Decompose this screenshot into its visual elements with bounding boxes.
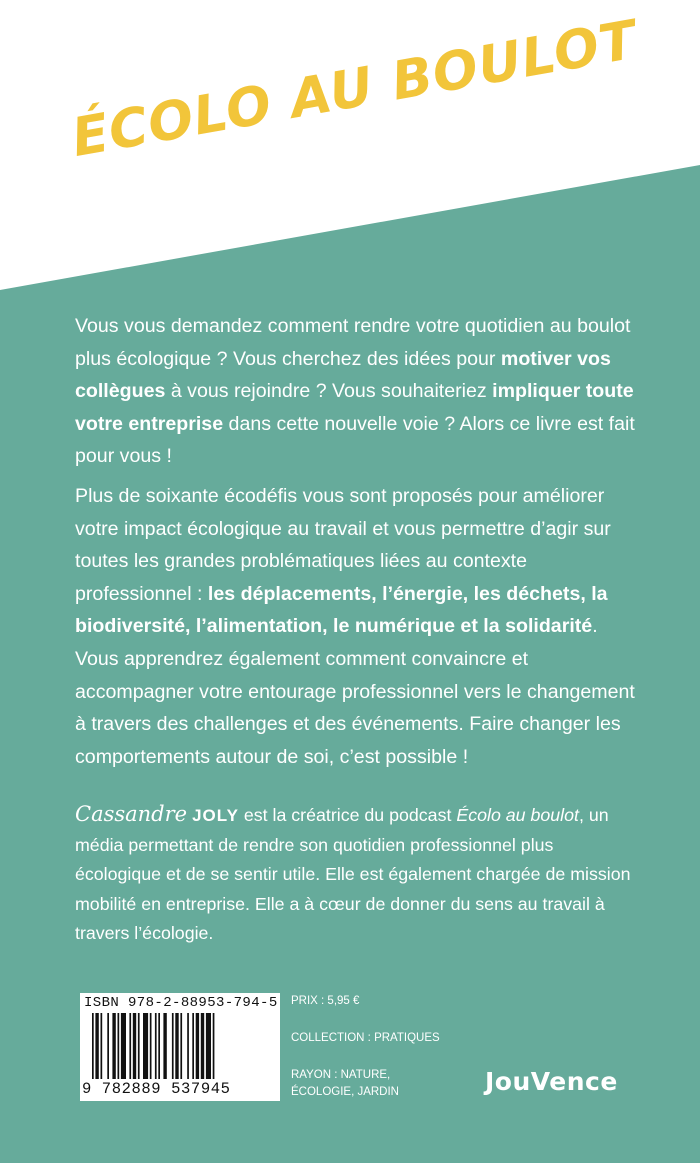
barcode-bars-icon [92, 1013, 268, 1079]
author-first-name: Cassandre [75, 802, 188, 826]
blurb-highlight: impliquer toute votre entreprise [75, 380, 634, 435]
podcast-name: Écolo au boulot [456, 805, 579, 825]
blurb-text: . Vous apprendrez également comment convaincre et accompagner votre entourage professionnel vers le changement à travers des challenges et des événements. Faire changer les comportements autour de soi, c’est possible ! [75, 615, 635, 768]
shelf-section: RAYON : NATURE, ÉCOLOGIE, JARDIN [291, 1069, 399, 1098]
blurb-highlight: motiver vos collègues [75, 347, 611, 403]
book-title: ÉCOLO AU BOULOT [67, 9, 642, 169]
blurb-text: à vous rejoindre ? Vous souhaiteriez [165, 380, 493, 403]
bio-text: , un média permettant de rendre son quotidien professionnel plus écologique et de se sentir utile. Elle est également chargée de mission mobilité en entreprise. Elle a à cœur de donner du sens au travail à travers l’écologie. [75, 805, 631, 943]
price: PRIX : 5,95 € [291, 995, 360, 1007]
blurb-paragraph-2 [75, 480, 635, 773]
blurb-text: dans cette nouvelle voie ? Alors ce livre est fait pour vous ! [75, 412, 635, 468]
author-last-name: JOLY [192, 806, 239, 825]
ean-number: 9 782889 537945 [82, 1080, 231, 1098]
author-bio [75, 800, 635, 949]
blurb-text: Vous vous demandez comment rendre votre quotidien au boulot plus écologique ? Vous cherchez des idées pour [75, 315, 631, 370]
bio-text: est la créatrice du podcast [238, 805, 457, 825]
blurb-text: Plus de soixante écodéfis vous sont proposés pour améliorer votre impact écologique au travail et vous permettre d’agir sur toutes les grandes problématiques liées au contexte professionnel : [75, 485, 611, 605]
isbn-number: ISBN 978-2-88953-794-5 [84, 995, 278, 1011]
barcode [80, 993, 280, 1101]
publisher-logo: JouVence [485, 1067, 618, 1096]
collection: COLLECTION : PRATIQUES [291, 1032, 440, 1044]
blurb-highlight: les déplacements, l’énergie, les déchets, la biodiversité, l’alimentation, le numérique et la solidarité [75, 582, 608, 638]
blurb-paragraph-1 [75, 310, 635, 473]
